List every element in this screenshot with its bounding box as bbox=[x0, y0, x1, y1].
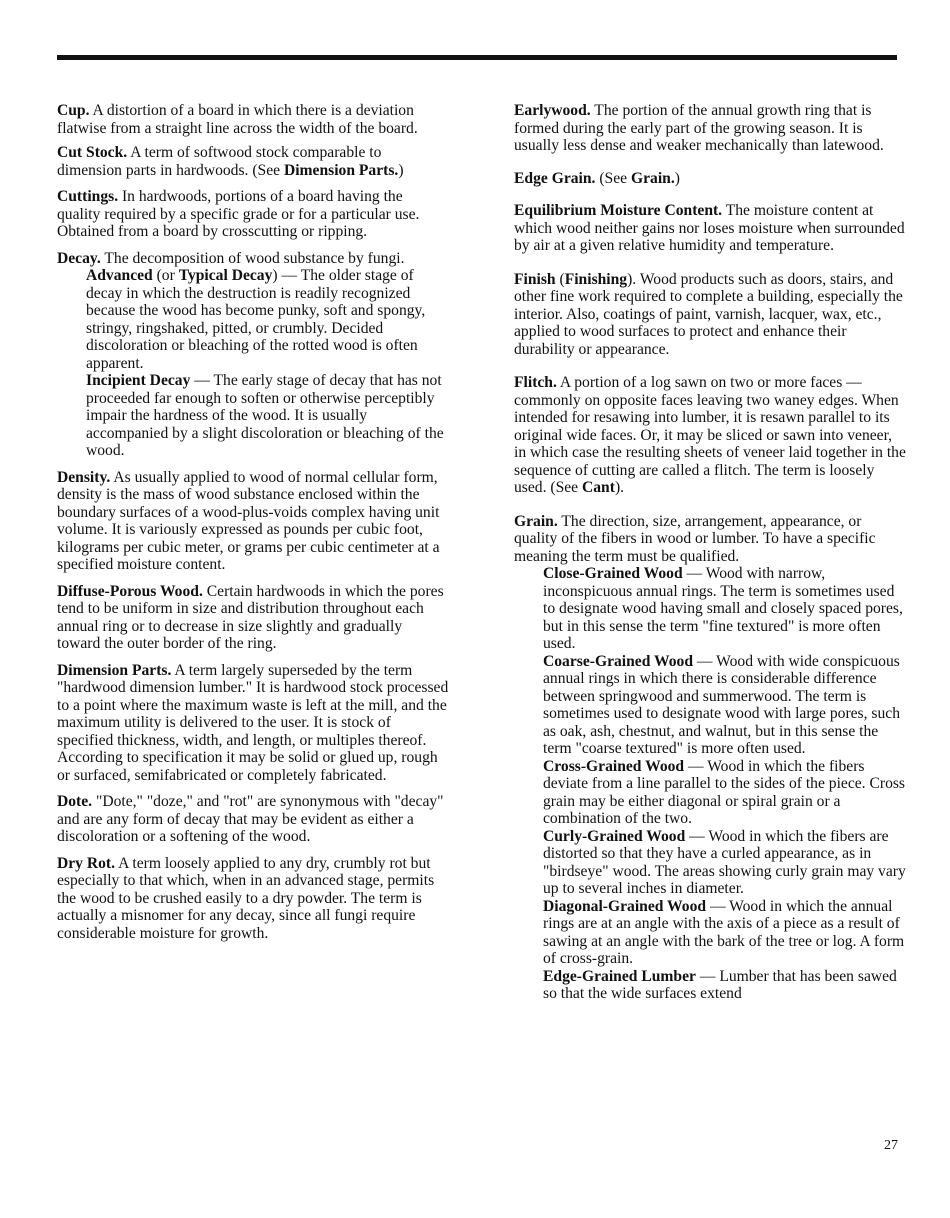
page-number: 27 bbox=[884, 1138, 898, 1153]
subentry-edge-grained-lumber: Edge-Grained Lumber — Lumber that has been sawed so that the wide surfaces extend bbox=[543, 967, 897, 1002]
subentry-coarse-grained-wood: Coarse-Grained Wood — Wood with wide conspicuous annual rings in which there is considerable difference between springwood and summerwood. The term is sometimes used to designate wood with large pores, such as oak, ash, chestnut, and walnut, but in this sense the term "coarse textured" is more often used. bbox=[543, 652, 901, 757]
subentry-close-grained-wood: Close-Grained Wood — Wood with narrow, inconspicuous annual rings. The term is sometimes used to designate wood having small and closely spaced pores, but in this sense the term "fine textured" is more often used. bbox=[543, 565, 903, 652]
entry-cup: Cup. A distortion of a board in which there is a deviation flatwise from a straight line across the width of the board. bbox=[57, 102, 418, 137]
entry-earlywood: Earlywood. The portion of the annual growth ring that is formed during the early part of the growing season. It is usually less dense and weaker mechanically than latewood. bbox=[514, 102, 884, 154]
subentry-diagonal-grained-wood: Diagonal-Grained Wood — Wood in which the annual rings are at an angle with the axis of a piece as a result of sawing at an angle with the bark of the tree or log. A form of cross-grain. bbox=[543, 897, 905, 967]
subentry-cross-grained-wood: Cross-Grained Wood — Wood in which the fibers deviate from a line parallel to the sides of the piece. Cross grain may be either diagonal or spiral grain or a combination of the two. bbox=[543, 757, 905, 827]
entry-cuttings: Cuttings. In hardwoods, portions of a board having the quality required by a specific grade or for a particular use. Obtained from a board by crosscutting or ripping. bbox=[57, 188, 420, 240]
entry-grain: Grain. The direction, size, arrangement, appearance, or quality of the fibers in wood or lumber. To have a specific meaning the term must be qualified. bbox=[514, 512, 876, 565]
entry-dote: Dote. "Dote," "doze," and "rot" are synonymous with "decay" and are any form of decay that may be evident as either a discoloration or a softening of the wood. bbox=[57, 793, 444, 845]
entry-density: Density. As usually applied to wood of normal cellular form, density is the mass of wood substance enclosed within the boundary surfaces of a wood-plus-voids complex having unit volume. It is variously expressed as pounds per cubic foot, kilograms per cubic meter, or grams per cubic centimeter at a specified moisture content. bbox=[57, 468, 440, 573]
entry-cut-stock: Cut Stock. A term of softwood stock comparable to dimension parts in hardwoods. (See Dimension Parts.) bbox=[57, 144, 404, 179]
left-column bbox=[57, 102, 449, 942]
subentry-incipient-decay: Incipient Decay — The early stage of decay that has not proceeded far enough to soften or otherwise perceptibly impair the hardness of the wood. It is usually accompanied by a slight discoloration or bleaching of the wood. bbox=[86, 372, 444, 459]
entry-edge-grain: Edge Grain. (See Grain.) bbox=[514, 169, 680, 187]
entry-flitch: Flitch. A portion of a log sawn on two or more faces — commonly on opposite faces leaving two waney edges. When intended for resawing into lumber, it is resawn parallel to its original wide faces. Or, it may be sliced or sawn into veneer, in which case the resulting sheets of veneer laid together in the sequence of cutting are called a flitch. The term is loosely used. (See Cant). bbox=[514, 374, 906, 496]
subentry-curly-grained-wood: Curly-Grained Wood — Wood in which the fibers are distorted so that they have a curled appearance, as in "birdseye" wood. The areas showing curly grain may vary up to several inches in diameter. bbox=[543, 827, 906, 897]
header-rule bbox=[57, 55, 897, 60]
entry-equilibrium-moisture-content: Equilibrium Moisture Content. The moisture content at which wood neither gains nor loses moisture when surrounded by air at a given relative humidity and temperature. bbox=[514, 202, 905, 254]
entry-finish: Finish (Finishing). Wood products such as doors, stairs, and other fine work required to complete a building, especially the interior. Also, coatings of paint, varnish, lacquer, wax, etc., applied to wood surfaces to protect and enhance their durability or appearance. bbox=[514, 270, 903, 358]
entry-decay: Decay. The decomposition of wood substance by fungi. bbox=[57, 249, 405, 267]
subentry-advanced-decay: Advanced (or Typical Decay) — The older stage of decay in which the destruction is readily recognized because the wood has become punky, soft and spongy, stringy, ringshaked, pitted, or crumbly. Decided discoloration or bleaching of the rotted wood is often apparent. bbox=[86, 267, 426, 372]
entry-dry-rot: Dry Rot. A term loosely applied to any dry, crumbly rot but especially to that which, when in an advanced stage, permits the wood to be crushed easily to a dry powder. The term is actually a misnomer for any decay, since all fungi require considerable moisture for growth. bbox=[57, 854, 435, 942]
entry-dimension-parts: Dimension Parts. A term largely superseded by the term "hardwood dimension lumber." It is hardwood stock processed to a point where the maximum waste is left at the mill, and the maximum utility is delivered to the user. It is stock of specified thickness, width, and length, or multiples thereof. According to specification it may be solid or glued up, rough or surfaced, semifabricated or completely fabricated. bbox=[57, 661, 449, 784]
right-column bbox=[514, 102, 906, 1003]
entry-diffuse-porous-wood: Diffuse-Porous Wood. Certain hardwoods in which the pores tend to be uniform in size and distribution throughout each annual ring or to decrease in size slightly and gradually toward the outer border of the ring. bbox=[57, 582, 444, 652]
